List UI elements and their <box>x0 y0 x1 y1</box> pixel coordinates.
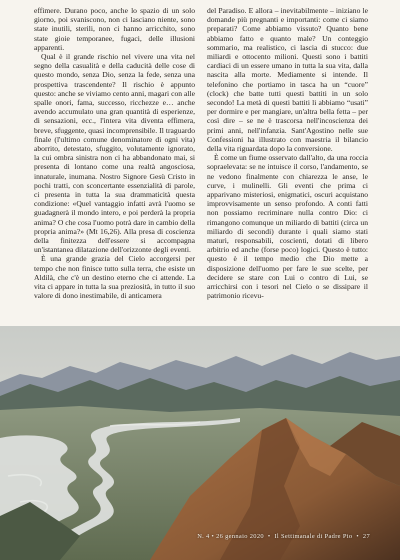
page-footer <box>195 533 370 540</box>
paragraph: effimere. Durano poco, anche lo spazio di un solo giorno, poi svaniscono, non ci lasciano niente, sono state inutili, sterili, non ci hanno arricchito, sono state gioie temporanee, fugaci, delle illusioni apparenti. <box>34 6 195 52</box>
page-number: 27 <box>362 533 370 540</box>
paragraph: È una grande grazia del Cielo accorgersi per tempo che non finisce tutto sulla terra, che esiste un Aldilà, che c'è un destino eterno che ci attende. La vita ci appare in tutta la sua preziosità, in tutto il suo valore di dono inestimabile, di anticamera <box>34 254 195 301</box>
article-body <box>34 6 368 324</box>
article-column-right <box>207 6 368 324</box>
article-column-left <box>34 6 195 324</box>
river-valley-photo <box>0 326 400 560</box>
paragraph: È come un fiume osservato dall'alto, da una roccia sopraelevata: se ne intuisce il corso, l'andamento, se ne vedono finalmente con chiarezza le anse, le curve, i mulinelli. Gli eventi che prima ci apparivano misteriosi, enigmatici, oscuri acquistano improvvisamente un senso profondo. A conti fatti non possiamo recriminare nulla contro Dio: ci rimangono comunque un miliardo di battiti (circa un miliardo di secondi) durante i quali siamo stati maturi, responsabili, coscienti, dotati di libero arbitrio ed anche (forse poco) logici. Questo è tutto: questo è il tempo medio che Dio mette a disposizione dell'uomo per fare le sue scelte, per decidere se stare con Lui o contro di Lui, se arricchirsi con i tesori nel Cielo o se dissipare il patrimonio ricevu- <box>207 153 368 301</box>
footer-separator: • <box>267 533 271 540</box>
footer-separator: • <box>356 533 359 540</box>
issue-info: N. 4 • 26 gennaio 2020 <box>197 533 264 540</box>
paragraph: Qual è il grande rischio nel vivere una vita nel segno della casualità e della caducità delle cose di questo mondo, senza Dio, senza la fede, senza una prospettiva trascendente? Il rischio è appunto questo: anche se viviamo cento anni, magari con alle spalle onori, fama, successo, ricchezze e… anche avendo accumulato una gran quantità di esperienze, di sensazioni, ecc., l'intera vita diventa effimera, breve, sfuggente, quasi incomprensibile. Il traguardo finale (l'ultimo comune denominatore di ogni vita) aborrito, detestato, sfuggito, volutamente ignorato, la cui ombra sinistra non ci ha abbandonato mai, si presenta di lontano come una realtà angosciosa, innaturale, inumana. Nostro Signore Gesù Cristo in pochi tratti, con sconcertante essenzialità di parole, ci presenta in tutta la sua drammaticità questa condizione: «Quel vantaggio infatti avrà l'uomo se guadagnerà il mondo intero, e poi perderà la propria anima? O che cosa l'uomo potrà dare in cambio della propria anima?» (Mt 16,26). Alla presa di coscienza della finitezza dell'essere si accompagna un'istantanea dilatazione dell'orizzonte degli eventi. <box>34 52 195 255</box>
paragraph: del Paradiso. E allora – inevitabilmente – iniziano le domande più pregnanti e importanti: come ci siamo preparati? Come abbiamo vissuto? Quanto bene abbiamo fatto e quanto male? Un conteggio sommario, ma realistico, ci lascia di stucco: due miliardi e ottocento milioni. Questi sono i battiti cardiaci di un essere umano in tutta la sua vita, dalla nascita alla morte. Mediamente si intende. Il telefonino che portiamo in tasca ha un “cuore” (clock) che batte tutti questi battiti in un solo secondo! La metà di questi battiti li abbiamo “usati” per dormire e per mangiare, un'altra bella fetta – per così dire – se ne è trascorsa nell'incoscienza dei primi anni, nell'infanzia. Sant'Agostino nelle sue Confessioni ha illustrato con maestria il bilancio della vita riguardata dopo la conversione. <box>207 6 368 154</box>
publication-name: Il Settimanale di Padre Pio <box>274 533 353 540</box>
